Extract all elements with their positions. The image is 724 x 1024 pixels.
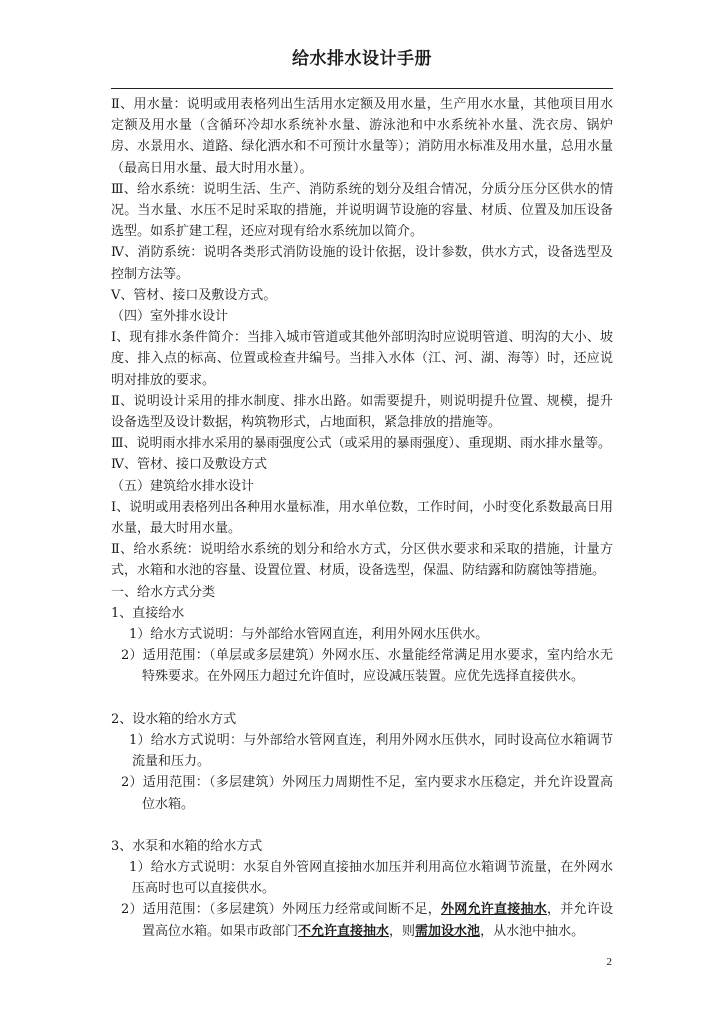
list-item: 1）给水方式说明：与外部给水管网直连，利用外网水压供水。 — [129, 627, 489, 643]
paragraph: Ⅴ、管材、接口及敷设方式。 — [111, 287, 277, 303]
text-run: ，从水池中抽水。 — [480, 923, 585, 939]
spacer — [111, 815, 613, 836]
text-run: ，则 — [389, 923, 416, 939]
list-item: 2）适用范围：（单层或多层建筑）外网水压、水量能经常满足用水要求，室内给水无特殊要求。在外网压力超过允许值时，应设减压装置。应优先选择直接供水。 — [121, 648, 613, 685]
emphasis-text: 外网允许直接抽水 — [440, 902, 547, 918]
section-heading: （四）室外排水设计 — [111, 309, 229, 325]
emphasis-text: 不允许直接抽水 — [298, 923, 390, 939]
paragraph: Ⅰ、说明或用表格列出各种用水量标准，用水单位数，工作时间，小时变化系数最高日用水量，最大时用水量。 — [111, 499, 613, 537]
paragraph: Ⅲ、给水系统：说明生活、生产、消防系统的划分及组合情况，分质分压分区供水的情况。当水量、水压不足时采取的措施，并说明调节设施的容量、材质、位置及加压设备选型。如系扩建工程，还应对现有给水系统加以简介。 — [111, 181, 613, 240]
text-run: ，并允许设置高位水箱。如果市政部门 — [142, 902, 613, 939]
page-title: 给水排水设计手册 — [292, 49, 432, 69]
paragraph: Ⅱ、说明设计采用的排水制度、排水出路。如需要提升，则说明提升位置、规模，提升设备选型及设计数据，构筑物形式，占地面积，紧急排放的措施等。 — [111, 393, 613, 431]
paragraph: Ⅱ、给水系统：说明给水系统的划分和给水方式，分区供水要求和采取的措施，计量方式，水箱和水池的容量、设置位置、材质，设备选型，保温、防结露和防腐蚀等措施。 — [111, 542, 613, 579]
paragraph: Ⅲ、说明雨水排水采用的暴雨强度公式（或采用的暴雨强度）、重现期、雨水排水量等。 — [111, 436, 612, 452]
section-heading: （五）建筑给水排水设计 — [111, 478, 255, 494]
subsection-heading: 1、直接给水 — [111, 605, 185, 621]
document-body — [111, 94, 613, 942]
text-run: 2）适用范围：（多层建筑）外网压力经常或间断不足， — [121, 902, 441, 918]
emphasis-text: 需加设水池 — [415, 923, 481, 939]
paragraph: Ⅳ、管材、接口及敷设方式 — [111, 457, 267, 473]
list-item: 1）给水方式说明：水泵自外管网直接抽水加压并利用高位水箱调节流量，在外网水压高时也可以直接供水。 — [129, 859, 613, 897]
section-heading: 一、给水方式分类 — [111, 584, 216, 600]
list-item: 2）适用范围：（多层建筑）外网压力周期性不足，室内要求水压稳定，并允许设置高位水箱。 — [121, 775, 613, 812]
subsection-heading: 3、水泵和水箱的给水方式 — [111, 838, 263, 854]
subsection-heading: 2、设水箱的给水方式 — [111, 711, 237, 727]
spacer — [111, 688, 613, 709]
paragraph: Ⅱ、用水量：说明或用表格列出生活用水定额及用水量，生产用水水量，其他项目用水定额及用水量（含循环冷却水系统补水量、游泳池和中水系统补水量、洗衣房、锅炉房、水景用水、道路、绿化洒水和不可预计水量等）；消防用水标准及用水量，总用水量（最高日用水量、最大时用水量）。 — [111, 97, 613, 176]
list-item — [111, 899, 613, 941]
paragraph: Ⅰ、现有排水条件简介：当排入城市管道或其他外部明沟时应说明管道、明沟的大小、坡度、排入点的标高、位置或检查井编号。当排入水体（江、河、湖、海等）时，还应说明对排放的要求。 — [111, 330, 613, 388]
header-rule — [111, 88, 613, 89]
page-number: 2 — [606, 956, 612, 968]
list-item: 1）给水方式说明：与外部给水管网直连，利用外网水压供水，同时设高位水箱调节流量和压力。 — [129, 732, 613, 770]
paragraph: Ⅳ、消防系统：说明各类形式消防设施的设计依据，设计参数，供水方式，设备选型及控制方法等。 — [111, 245, 613, 282]
